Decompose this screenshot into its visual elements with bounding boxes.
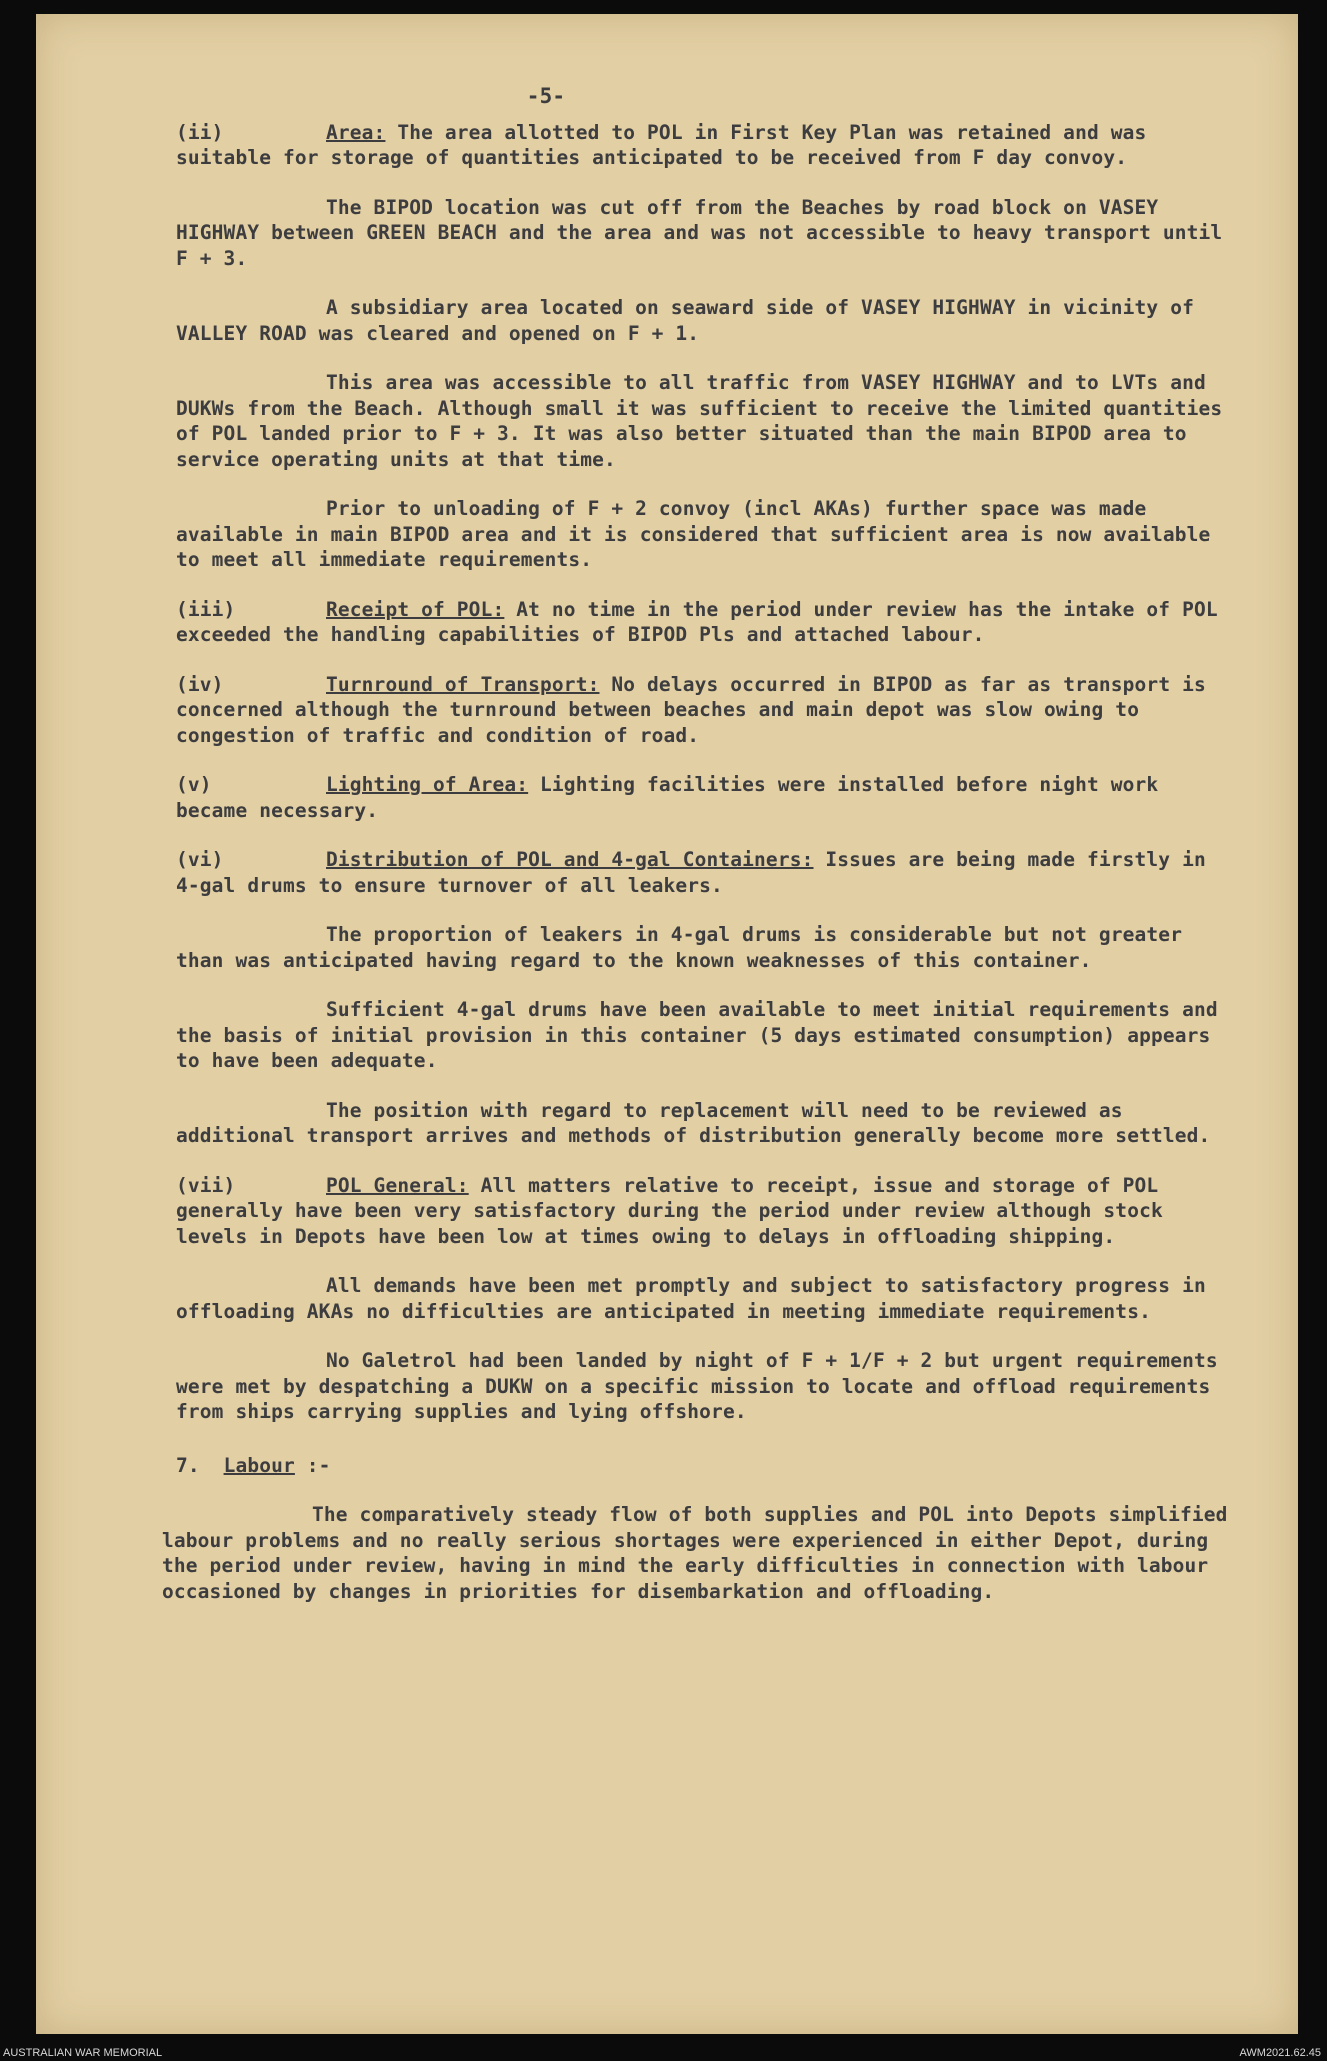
document-body (162, 84, 1236, 1628)
section-vi-paragraph-4: The position with regard to replacement will need to be reviewed as additional transport arrives and methods of distribution generally become more settled. (176, 1098, 1211, 1147)
section-7-suffix: :- (294, 1453, 331, 1477)
section-vi-paragraph-3: Sufficient 4-gal drums have been available to meet initial requirements and the basis of initial provision in this container (5 days estimated consumption) appears to have been adequate. (176, 998, 1218, 1072)
section-ii-heading: Area: (326, 120, 386, 144)
section-ii-paragraph-5: Prior to unloading of F + 2 convoy (incl AKAs) further space was made available in main BIPOD area and it is considered that sufficient area is now available to meet all immediate requirements. (176, 497, 1211, 571)
section-iv-number: (iv) (176, 672, 224, 696)
section-iii-number: (iii) (176, 597, 236, 621)
section-7-heading-line (176, 1453, 1236, 1479)
section-vii-heading: POL General: (326, 1173, 469, 1197)
section-v-heading: Lighting of Area: (326, 773, 529, 796)
section-7-paragraph: The comparatively steady flow of both supplies and POL into Depots simplified labour problems and no really serious shortages were experienced in either Depot, during the period under review, having in mind the early difficulties in connection with labour occasioned by changes in priorities for disembarkation and offloading. (162, 1503, 1228, 1603)
section-vi-paragraph (176, 847, 1236, 898)
section-ii-paragraph-4: This area was accessible to all traffic from VASEY HIGHWAY and to LVTs and DUKWs from the Beach. Although small it was sufficient to receive the limited quantities of POL landed prior to F + 3. It was also better situated than the main BIPOD area to service operating units at that time. (176, 371, 1223, 471)
section-ii-text: The area allotted to POL in First Key Plan was retained and was suitable for storage of quantities anticipated to be received from F day convoy. (176, 120, 1147, 169)
section-iii-paragraph (176, 597, 1236, 648)
section-iii-text: At no time in the period under review has the intake of POL exceeded the handling capabilities of BIPOD Pls and attached labour. (176, 597, 1218, 646)
section-v-text: Lighting facilities were installed before night work became necessary. (176, 773, 1159, 822)
footer-left-label: AUSTRALIAN WAR MEMORIAL (3, 2047, 163, 2059)
section-vi-number: (vi) (176, 848, 224, 871)
section-iv-heading: Turnround of Transport: (326, 672, 600, 696)
section-ii-paragraph-3: A subsidiary area located on seaward side of VASEY HIGHWAY in vicinity of VALLEY ROAD was cleared and opened on F + 1. (176, 296, 1194, 345)
section-7-number: 7. (176, 1453, 200, 1477)
section-ii-paragraph (176, 120, 1236, 171)
section-ii-number: (ii) (176, 120, 224, 144)
section-iii-heading: Receipt of POL: (326, 597, 505, 621)
section-ii-paragraph-2: The BIPOD location was cut off from the Beaches by road block on VASEY HIGHWAY between GREEN BEACH and the area and was not accessible to heavy transport until F + 3. (176, 195, 1223, 270)
section-vii-paragraph-2: All demands have been met promptly and subject to satisfactory progress in offloading AKAs no difficulties are anticipated in meeting immediate requirements. (176, 1274, 1206, 1323)
section-vi-heading: Distribution of POL and 4-gal Containers: (326, 848, 814, 871)
section-vii-text: All matters relative to receipt, issue and storage of POL generally have been very satisfactory during the period under review although stock levels in Depots have been low at times owing to delays in offloading shipping. (176, 1173, 1163, 1248)
page-number: -5- (526, 84, 566, 108)
section-vii-paragraph (176, 1173, 1236, 1250)
section-vii-paragraph-3: No Galetrol had been landed by night of F + 1/F + 2 but urgent requirements were met by despatching a DUKW on a specific mission to locate and offload requirements from ships carrying supplies and lying offshore. (176, 1349, 1218, 1423)
section-iv-text: No delays occurred in BIPOD as far as transport is concerned although the turnround between beaches and main depot was slow owing to congestion of traffic and condition of road. (176, 672, 1206, 747)
section-v-number: (v) (176, 773, 212, 796)
section-v-paragraph (176, 772, 1236, 823)
footer-right-label: AWM2021.62.45 (1239, 2047, 1321, 2059)
section-iv-paragraph (176, 672, 1236, 749)
section-7-heading: Labour (223, 1453, 295, 1477)
document-page (36, 14, 1298, 2034)
section-vi-paragraph-2: The proportion of leakers in 4-gal drums is considerable but not greater than was anticipated having regard to the known weaknesses of this container. (176, 923, 1183, 972)
section-vii-number: (vii) (176, 1173, 236, 1197)
section-vi-text: Issues are being made firstly in 4-gal drums to ensure turnover of all leakers. (176, 848, 1206, 897)
